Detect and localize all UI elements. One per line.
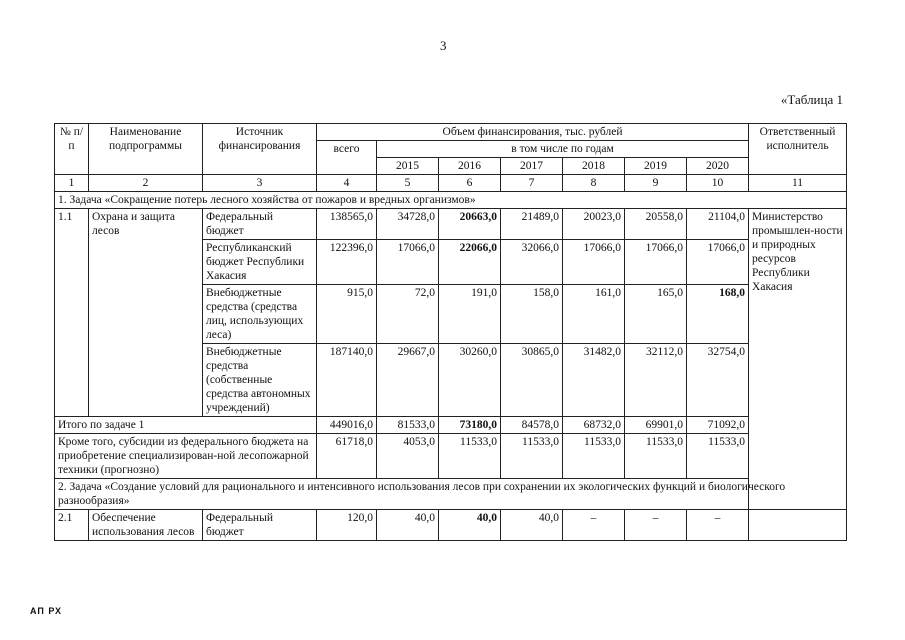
source-cell: Республиканский бюджет Республики Хакасия (203, 240, 317, 285)
value-cell: 21104,0 (687, 209, 749, 240)
value-cell: 20558,0 (625, 209, 687, 240)
footer-code: АП РХ (30, 606, 63, 616)
column-number: 7 (501, 175, 563, 192)
value-cell: 32112,0 (625, 344, 687, 417)
value-cell: 191,0 (439, 285, 501, 344)
header-year: 2020 (687, 158, 749, 175)
value-cell: 34728,0 (377, 209, 439, 240)
value-cell: 11533,0 (439, 434, 501, 479)
value-cell: 21489,0 (501, 209, 563, 240)
subsidy-label: Кроме того, субсидии из федерального бюджета на приобретение специализирован-ной лесопожарной техники (прогнозно) (55, 434, 317, 479)
column-number: 3 (203, 175, 317, 192)
task2-responsible (749, 510, 847, 541)
column-number: 6 (439, 175, 501, 192)
column-numbers-row (55, 175, 847, 192)
value-cell: 84578,0 (501, 417, 563, 434)
value-cell: 61718,0 (317, 434, 377, 479)
source-cell: Федеральный бюджет (203, 209, 317, 240)
value-cell: – (563, 510, 625, 541)
value-cell: 69901,0 (625, 417, 687, 434)
task1-name: Охрана и защита лесов (89, 209, 203, 417)
value-cell: 17066,0 (377, 240, 439, 285)
value-cell: 168,0 (687, 285, 749, 344)
source-cell: Внебюджетные средства (собственные средства автономных учреждений) (203, 344, 317, 417)
value-cell: 11533,0 (625, 434, 687, 479)
value-cell: 449016,0 (317, 417, 377, 434)
header-subprogram: Наименование подпрограммы (89, 124, 203, 175)
subsidy-row (55, 434, 847, 479)
value-cell: 11533,0 (501, 434, 563, 479)
value-cell: 120,0 (317, 510, 377, 541)
value-cell: 20663,0 (439, 209, 501, 240)
value-cell: 122396,0 (317, 240, 377, 285)
value-cell: 915,0 (317, 285, 377, 344)
value-cell: 32066,0 (501, 240, 563, 285)
header-num: № п/п (55, 124, 89, 175)
value-cell: 17066,0 (625, 240, 687, 285)
column-number: 5 (377, 175, 439, 192)
value-cell: – (625, 510, 687, 541)
table-row (55, 209, 847, 240)
value-cell: 11533,0 (563, 434, 625, 479)
source-cell: Внебюджетные средства (средства лиц, использующих леса) (203, 285, 317, 344)
value-cell: 40,0 (439, 510, 501, 541)
column-number: 9 (625, 175, 687, 192)
header-total: всего (317, 141, 377, 175)
value-cell: 30260,0 (439, 344, 501, 417)
column-number: 11 (749, 175, 847, 192)
task1-responsible: Министерство промышлен-ности и природных ресурсов Республики Хакасия (749, 209, 847, 510)
header-year: 2015 (377, 158, 439, 175)
table-caption: «Таблица 1 (780, 92, 843, 107)
header-year: 2019 (625, 158, 687, 175)
financing-table (54, 123, 847, 541)
value-cell: 81533,0 (377, 417, 439, 434)
header-responsible: Ответственный исполнитель (749, 124, 847, 175)
value-cell: 4053,0 (377, 434, 439, 479)
value-cell: 29667,0 (377, 344, 439, 417)
header-year: 2016 (439, 158, 501, 175)
value-cell: 17066,0 (563, 240, 625, 285)
value-cell: 165,0 (625, 285, 687, 344)
task2-num: 2.1 (55, 510, 89, 541)
value-cell: 71092,0 (687, 417, 749, 434)
header-by-years: в том числе по годам (377, 141, 749, 158)
header-source: Источник финансирования (203, 124, 317, 175)
header-year: 2018 (563, 158, 625, 175)
value-cell: 40,0 (377, 510, 439, 541)
value-cell: 22066,0 (439, 240, 501, 285)
value-cell: 20023,0 (563, 209, 625, 240)
value-cell: 161,0 (563, 285, 625, 344)
column-number: 10 (687, 175, 749, 192)
header-volume: Объем финансирования, тыс. рублей (317, 124, 749, 141)
table-row (55, 510, 847, 541)
value-cell: 73180,0 (439, 417, 501, 434)
value-cell: 17066,0 (687, 240, 749, 285)
value-cell: 31482,0 (563, 344, 625, 417)
value-cell: 32754,0 (687, 344, 749, 417)
value-cell: 138565,0 (317, 209, 377, 240)
value-cell: 158,0 (501, 285, 563, 344)
page-number: 3 (440, 38, 447, 53)
total-label: Итого по задаче 1 (55, 417, 317, 434)
task2-title: 2. Задача «Создание условий для рационального и интенсивного использования лесов при сохранении их экологических функций и биологического разнообразия» (55, 479, 847, 510)
column-number: 1 (55, 175, 89, 192)
value-cell: 30865,0 (501, 344, 563, 417)
value-cell: 187140,0 (317, 344, 377, 417)
value-cell: 72,0 (377, 285, 439, 344)
source-cell: Федеральный бюджет (203, 510, 317, 541)
header-year: 2017 (501, 158, 563, 175)
value-cell: 68732,0 (563, 417, 625, 434)
value-cell: 11533,0 (687, 434, 749, 479)
column-number: 4 (317, 175, 377, 192)
total-row (55, 417, 847, 434)
column-number: 8 (563, 175, 625, 192)
task1-num: 1.1 (55, 209, 89, 417)
task1-title: 1. Задача «Сокращение потерь лесного хозяйства от пожаров и вредных организмов» (55, 192, 847, 209)
column-number: 2 (89, 175, 203, 192)
value-cell: – (687, 510, 749, 541)
task2-name: Обеспечение использования лесов (89, 510, 203, 541)
value-cell: 40,0 (501, 510, 563, 541)
